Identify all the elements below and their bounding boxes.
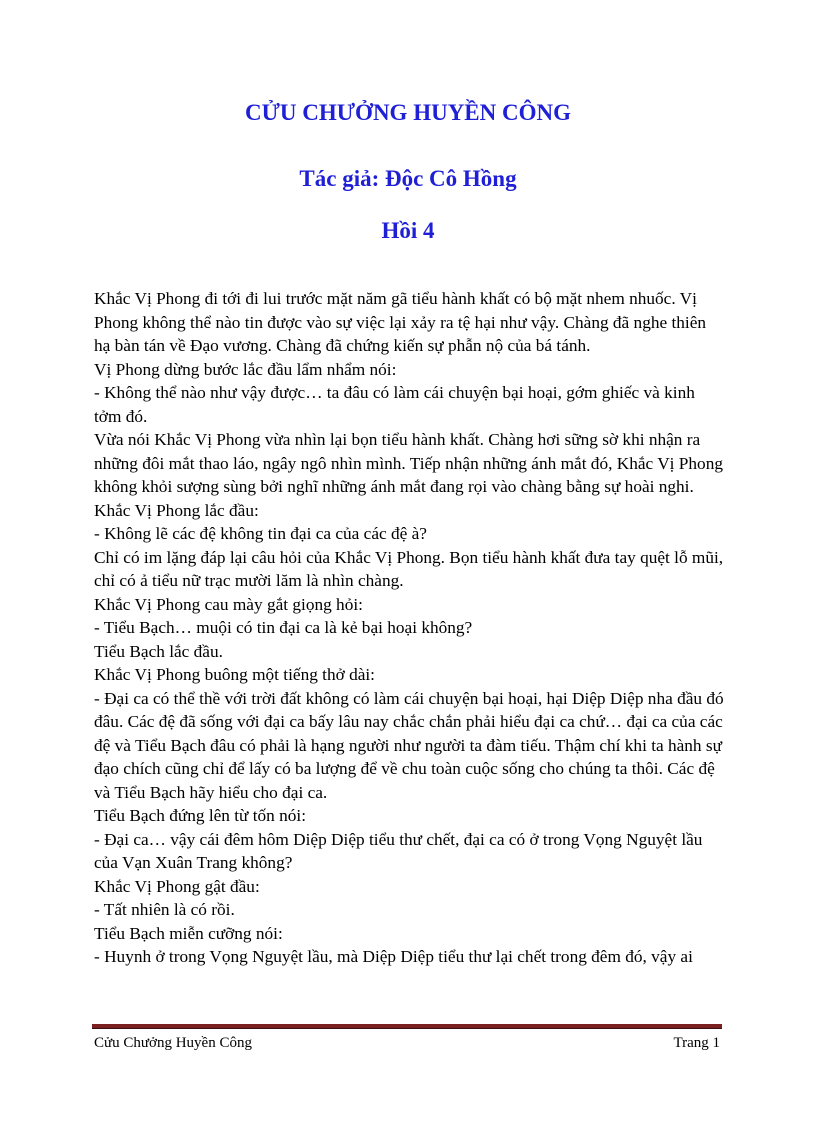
paragraph: Tiểu Bạch miễn cưỡng nói: [94,923,283,943]
footer-book-title: Cửu Chưởng Huyền Công [94,1035,252,1051]
paragraph: - Huynh ở trong Vọng Nguyệt lầu, mà Diệp Diệp tiểu thư lại chết trong đêm đó, vậy ai [94,947,693,966]
body-text [94,287,724,969]
paragraph: - Tiểu Bạch… muội có tin đại ca là kẻ bại hoại không? [94,618,473,637]
paragraph: - Không lẽ các đệ không tin đại ca của các đệ à? [94,524,427,543]
paragraph: Chỉ có im lặng đáp lại câu hỏi của Khắc Vị Phong. Bọn tiểu hành khất đưa tay quệt lỗ mũi, chỉ có ả tiểu nữ trạc mười lăm là nhìn chàng. [94,547,724,590]
footer-divider [92,1024,722,1029]
paragraph: Khắc Vị Phong lắc đầu: [94,500,259,520]
paragraph: - Tất nhiên là có rồi. [94,900,235,919]
paragraph: - Đại ca… vậy cái đêm hôm Diệp Diệp tiểu thư chết, đại ca có ở trong Vọng Nguyệt lầu của Vạn Xuân Trang không? [94,829,703,872]
paragraph: Khắc Vị Phong đi tới đi lui trước mặt năm gã tiểu hành khất có bộ mặt nhem nhuốc. Vị Phong không thể nào tin được vào sự việc lại xảy ra tệ hại như vậy. Chàng đã nghe thiên hạ bàn tán về Đạo vương. Chàng đã chứng kiến sự phẫn nộ của bá tánh. [94,289,707,355]
paragraph: Khắc Vị Phong buông một tiếng thở dài: [94,665,375,684]
paragraph: Khắc Vị Phong gật đầu: [94,876,260,896]
paragraph: Vị Phong dừng bước lắc đầu lẩm nhẩm nói: [94,359,397,379]
page-number: Trang 1 [673,1035,720,1051]
paragraph: - Không thể nào như vậy được… ta đâu có làm cái chuyện bại hoại, gớm ghiếc và kinh tởm đó. [94,383,695,426]
chapter-heading: Hồi 4 [381,218,435,243]
paragraph: - Đại ca có thể thề với trời đất không có làm cái chuyện bại hoại, hại Diệp Diệp nha đầu đó đâu. Các đệ đã sống với đại ca bấy lâu nay chắc chắn phải hiểu đại ca chứ… đại ca của các đệ và Tiểu Bạch đâu có phải là hạng người như người ta đàm tiếu. Thậm chí khi ta hành sự đạo chích cũng chỉ để lấy có ba lượng để về chu toàn cuộc sống cho chúng ta thôi. Các đệ và Tiểu Bạch hãy hiểu cho đại ca. [94,688,724,802]
paragraph: Tiểu Bạch lắc đầu. [94,641,223,661]
author-line: Tác giả: Độc Cô Hồng [299,166,517,191]
paragraph: Vừa nói Khắc Vị Phong vừa nhìn lại bọn tiểu hành khất. Chàng hơi sững sờ khi nhận ra những đôi mắt thao láo, ngây ngô nhìn mình. Tiếp nhận những ánh mắt đó, Khắc Vị Phong không khỏi sượng sùng bởi nghĩ những ánh mắt đang rọi vào chàng bằng sự hoài nghi. [94,430,723,496]
document-title: CỬU CHƯỞNG HUYỀN CÔNG [244,100,572,125]
paragraph: Tiểu Bạch đứng lên từ tốn nói: [94,806,307,825]
paragraph: Khắc Vị Phong cau mày gắt giọng hỏi: [94,594,363,614]
